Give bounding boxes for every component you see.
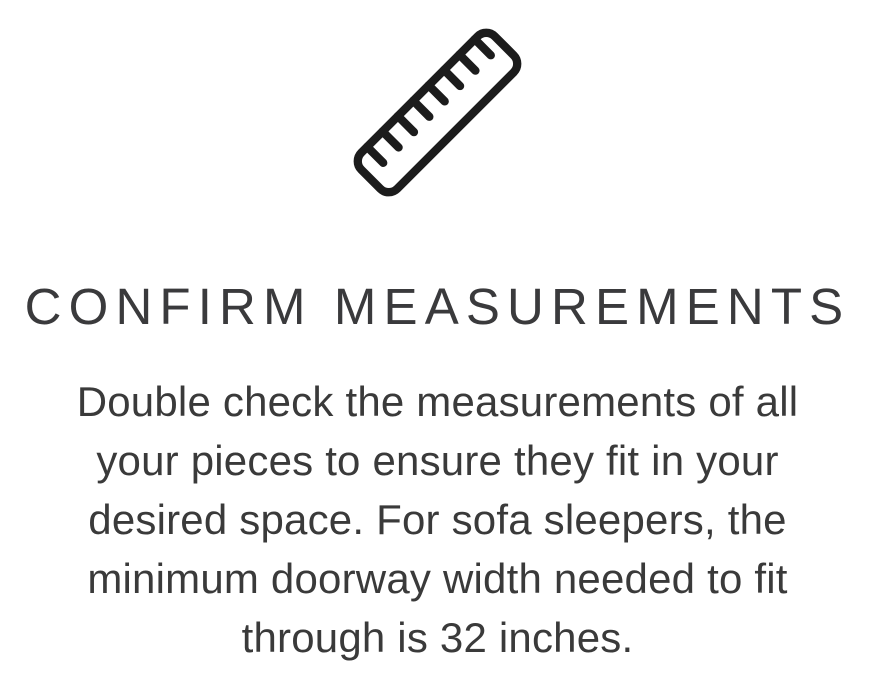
description-line: your pieces to ensure they fit in your: [96, 437, 779, 484]
description-line: minimum doorway width needed to fit: [87, 555, 788, 602]
description-line: through is 32 inches.: [241, 614, 634, 661]
section-title: CONFIRM MEASUREMENTS: [24, 278, 851, 335]
ruler-tick: [383, 131, 399, 147]
description-line: Double check the measurements of all: [76, 378, 799, 425]
section-description: [77, 372, 799, 667]
ruler-tick: [459, 55, 475, 71]
ruler-body: [353, 28, 522, 197]
ruler-tick: [398, 116, 414, 132]
description-line: desired space. For sofa sleepers, the: [88, 496, 787, 543]
ruler-tick: [413, 101, 429, 117]
ruler-tick: [367, 147, 383, 163]
ruler-tick: [475, 39, 491, 55]
ruler-icon: [345, 20, 530, 205]
ruler-tick: [444, 70, 460, 86]
ruler-tick: [429, 85, 445, 101]
